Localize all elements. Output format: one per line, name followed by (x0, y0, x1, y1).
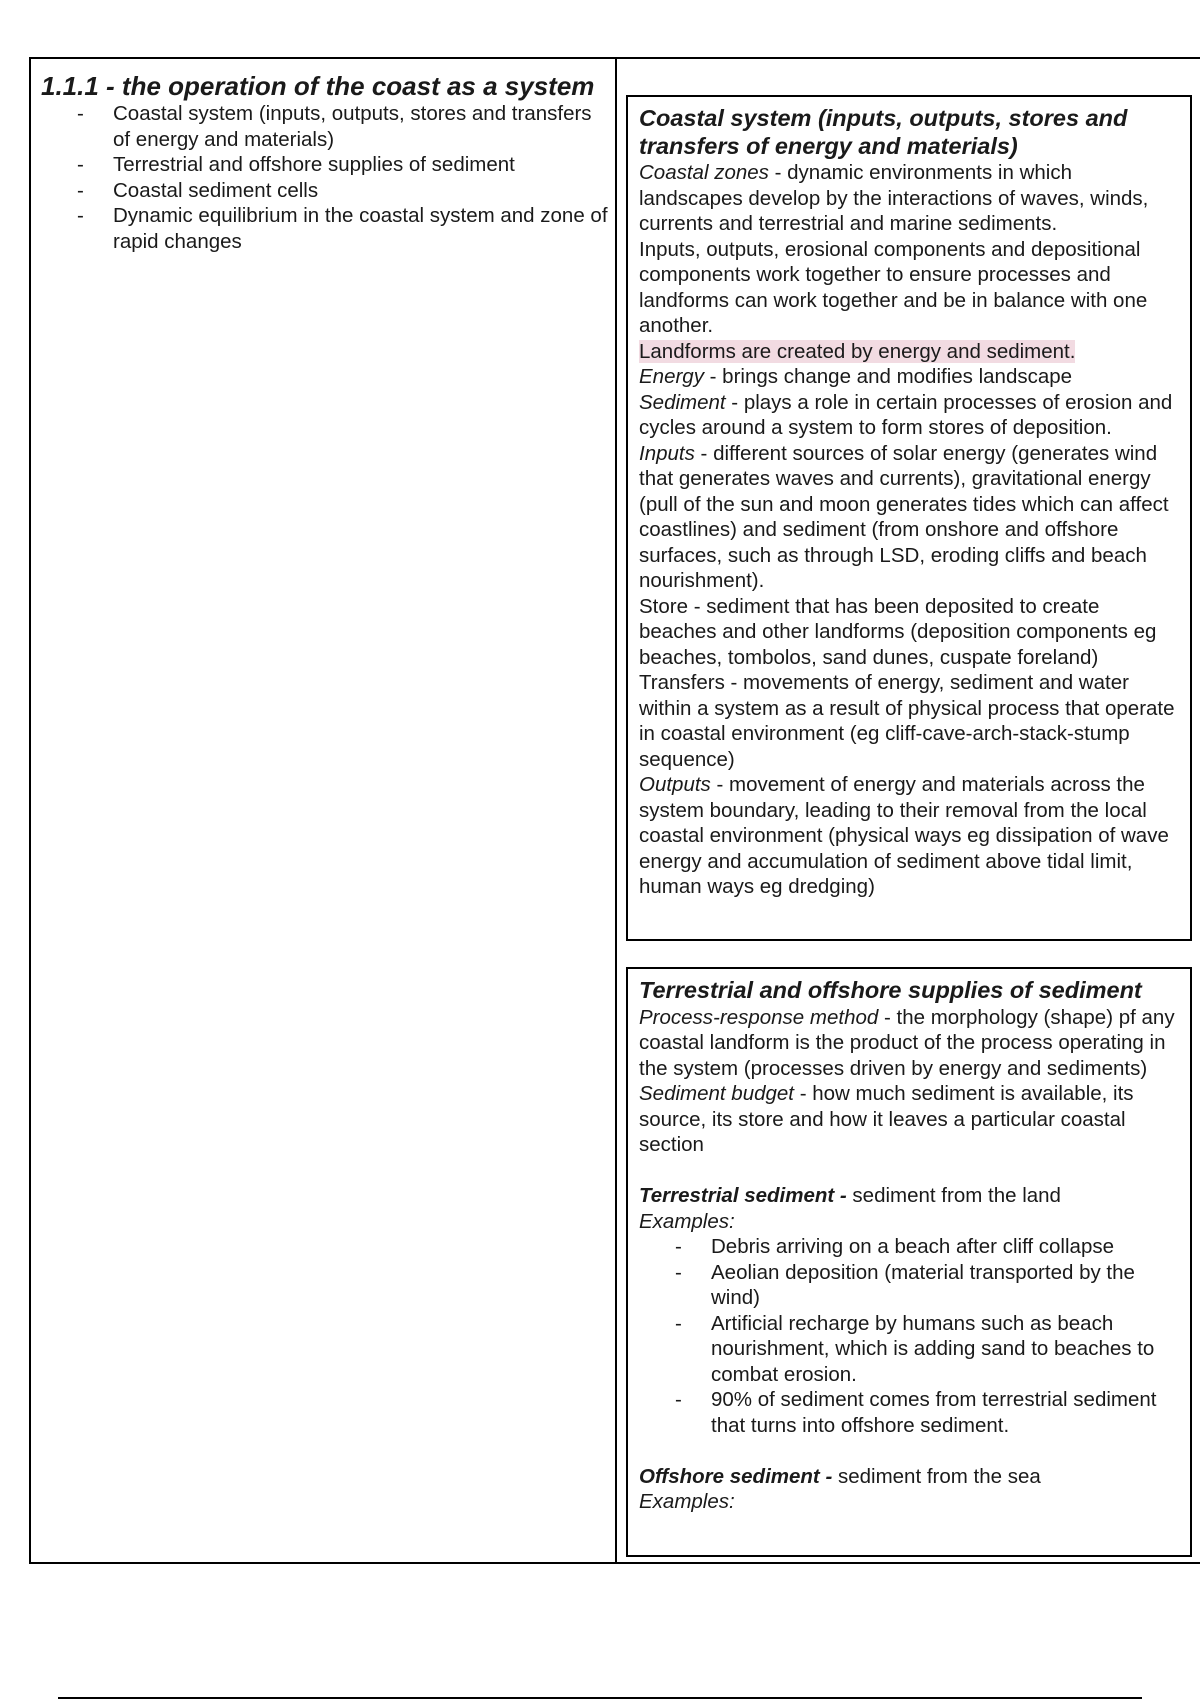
transfers-paragraph: Transfers - movements of energy, sediment and water within a system as a result of physical process that operate in coastal environment (eg cliff-cave-arch-stack-stump sequence) (639, 671, 1175, 771)
inputs-outputs-paragraph: Inputs, outputs, erosional components and depositional components work together to ensure processes and landforms can work together and be in balance with one another. (639, 237, 1148, 337)
box-heading: Terrestrial and offshore supplies of sediment (639, 977, 1142, 1003)
term: Inputs (639, 441, 695, 465)
box-heading: Coastal system (inputs, outputs, stores and transfers of energy and materials) (639, 105, 1128, 159)
list-item: - Dynamic equilibrium in the coastal system and zone of rapid changes (41, 203, 609, 254)
term: Process-response method (639, 1005, 879, 1029)
definition: sediment from the sea (832, 1464, 1041, 1488)
highlight: Landforms are created by energy and sediment. (639, 339, 1076, 363)
spec-column (41, 71, 609, 254)
examples-label: Examples: (639, 1490, 735, 1513)
highlighted-sentence (639, 339, 1180, 365)
term: Coastal zones (639, 161, 769, 184)
terrestrial-examples-list (639, 1234, 1180, 1438)
spec-title: 1.1.1 - the operation of the coast as a system (41, 71, 595, 101)
list-item: - Aeolian deposition (material transported by the wind) (639, 1260, 1180, 1311)
definition: - different sources of solar energy (generates wind that generates waves and currents), gravitational energy (pull of the sun and moon generates tides which can affect coastlines) and sediment (from onshore and offshore surfaces, such as through LSD, eroding cliffs and beach nourishment). (639, 441, 1169, 592)
term: Outputs (639, 773, 711, 796)
sediment-supply-box (626, 967, 1192, 1557)
inputs-paragraph (639, 441, 1180, 594)
energy-paragraph (639, 364, 1180, 390)
offshore-sediment-paragraph (639, 1464, 1180, 1490)
definition: - brings change and modifies landscape (703, 365, 1073, 388)
definition: - the morphology (shape) pf any coastal landform is the product of the process operating in the system (processes driven by energy and sediments) (639, 1005, 1175, 1080)
store-paragraph: Store - sediment that has been deposited to create beaches and other landforms (deposition components eg beaches, tombolos, sand dunes, cuspate foreland) (639, 594, 1157, 669)
spacer (639, 1158, 1180, 1184)
definition: - plays a role in certain processes of erosion and cycles around a system to form stores of deposition. (639, 390, 1173, 439)
list-item: - Terrestrial and offshore supplies of sediment (41, 152, 609, 178)
coastal-system-box (626, 95, 1192, 941)
coastal-zones-paragraph (639, 160, 1180, 237)
footer-rule (58, 1697, 1142, 1699)
term: Sediment budget (639, 1082, 795, 1105)
notes-table (29, 57, 1200, 1564)
terrestrial-sediment-paragraph (639, 1183, 1180, 1209)
definition: - how much sediment is available, its source, its store and how it leaves a particular coastal section (639, 1082, 1134, 1156)
term: Energy (639, 365, 704, 388)
list-item: - Artificial recharge by humans such as beach nourishment, which is adding sand to beaches to combat erosion. (639, 1311, 1180, 1388)
examples-label: Examples: (639, 1209, 735, 1233)
sediment-paragraph (639, 390, 1180, 441)
list-item: - Coastal system (inputs, outputs, stores and transfers of energy and materials) (41, 101, 609, 152)
term: Offshore sediment - (639, 1464, 833, 1488)
outputs-paragraph (639, 772, 1180, 900)
definition: sediment from the land (846, 1184, 1061, 1207)
column-divider (615, 59, 617, 1562)
definition: - movement of energy and materials across the system boundary, leading to their removal from the local coastal environment (physical ways eg dissipation of wave energy and accumulation of sediment above tidal limit, human ways eg dredging) (639, 773, 1169, 898)
list-item: - Debris arriving on a beach after cliff collapse (639, 1234, 1180, 1260)
term: Sediment (639, 390, 726, 414)
spec-topic-list (41, 101, 609, 254)
list-item: - 90% of sediment comes from terrestrial sediment that turns into offshore sediment. (639, 1387, 1180, 1438)
list-item: - Coastal sediment cells (41, 178, 609, 204)
definition: - dynamic environments in which landscapes develop by the interactions of waves, winds, currents and terrestrial and marine sediments. (639, 161, 1149, 235)
spacer (639, 1438, 1180, 1464)
process-response-paragraph (639, 1005, 1180, 1082)
term: Terrestrial sediment - (639, 1184, 847, 1207)
sediment-budget-paragraph (639, 1081, 1180, 1158)
